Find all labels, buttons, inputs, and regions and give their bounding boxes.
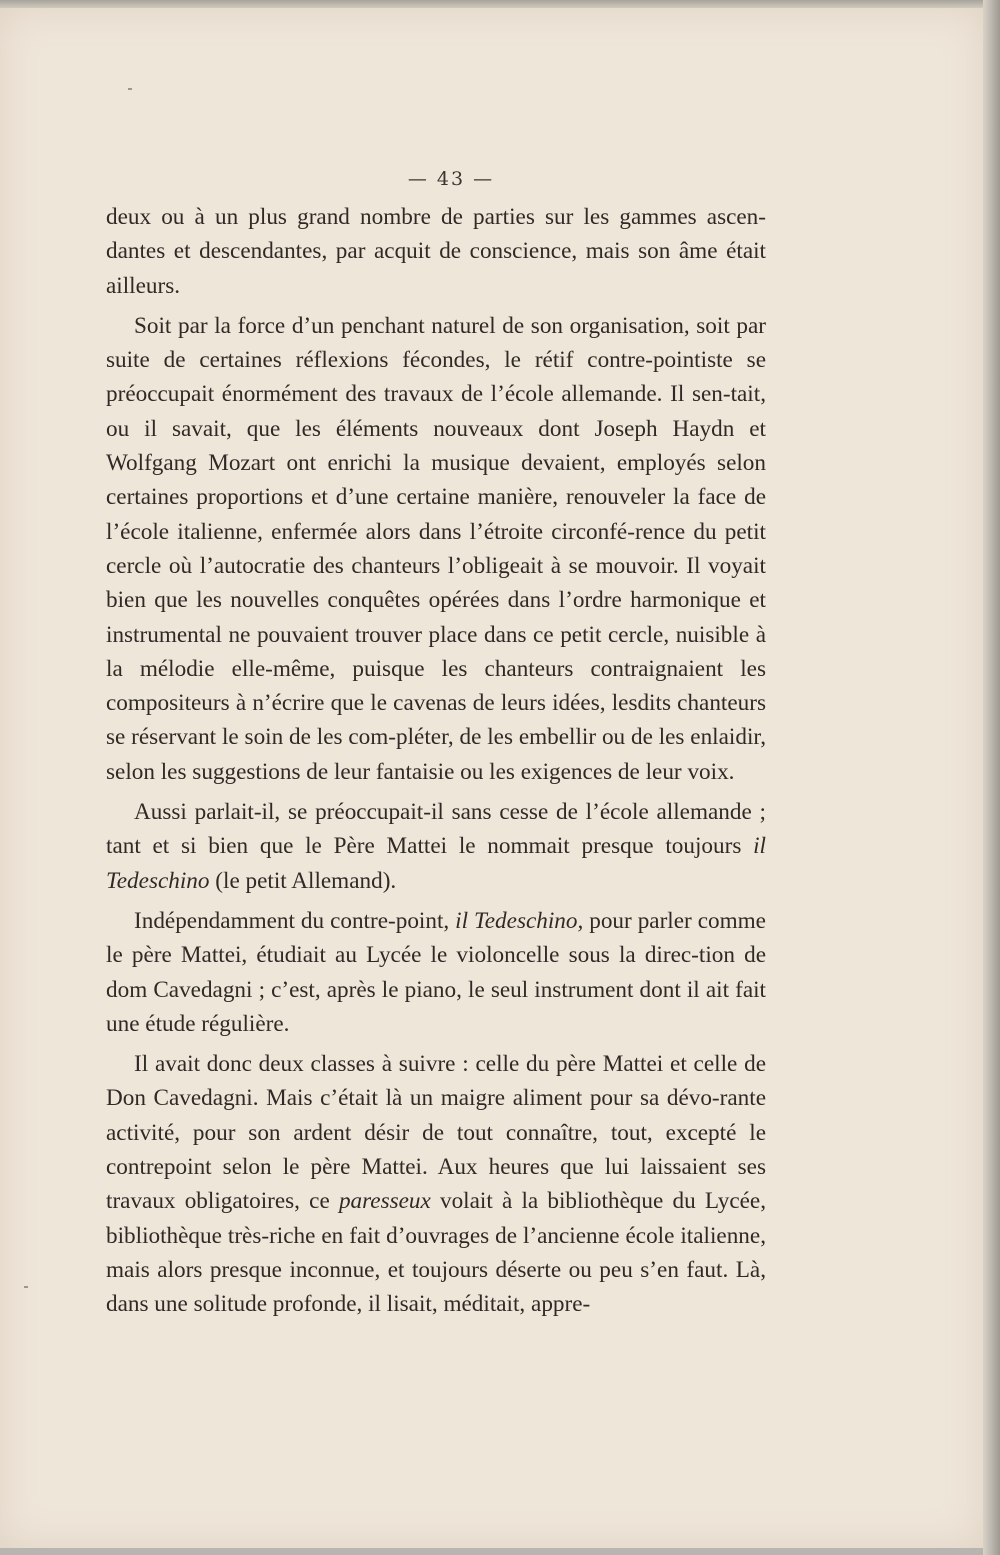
ink-speck [128,88,132,90]
page-stack-edge [983,0,1000,1555]
paragraph-text: pour parler comme le père Mattei, étudiait au Lycée le violoncelle sous la direc-tion de dom Cavedagni ; c’est, après le piano, le seul instrument dont il ait fait une étude régulière. [106,907,766,1037]
italic-text: paresseux [338,1188,431,1215]
paragraph-p2 [106,309,766,789]
ink-speck [24,1286,28,1288]
paragraph-text: deux ou à un plus grand nombre de parties sur les gammes ascen-dantes et descendantes, par acquit de conscience, mais son âme était ailleurs. [106,204,766,299]
page-number: — 43 — [407,168,495,190]
italic-text: il Tedeschino, [455,907,584,934]
paragraph-text: (le petit Allemand). [209,867,397,894]
paragraph-text: Soit par la force d’un penchant naturel de son organisation, soit par suite de certaines réflexions fécondes, le rétif contre-pointiste se préoccupait énormément des travaux de l’école allemande. Il sen-tait, ou il savait, que les éléments nouveaux dont Joseph Haydn et Wolfgang Mozart ont enrichi la musique devaient, employés selon certaines proportions et d’une certaine manière, renouveler la face de l’école italienne, enfermée alors dans l’étroite circonfé-rence du petit cercle où l’autocratie des chanteurs l’obligeait à se mouvoir. Il voyait bien que les nouvelles conquêtes opérées dans l’ordre harmonique et instrumental ne pouvaient trouver place dans ce petit cercle, nuisible à la mélodie elle-même, puisque les chanteurs contraignaient les compositeurs à n’écrire que le cavenas de leurs idées, lesdits chanteurs se réservant le soin de les com-pléter, de les embellir ou de les enlaidir, selon les suggestions de leur fantaisie ou les exigences de leur voix. [106,312,766,785]
paragraph-p4 [106,904,766,1041]
italic-text: il Tedeschino [106,833,766,894]
body-text [106,200,766,1328]
paragraph-text: volait à la bibliothèque du Lycée, bibliothèque très-riche en fait d’ouvrages de l’ancienne école italienne, mais alors presque inconnue, et toujours déserte ou peu s’en faut. Là, dans une solitude profonde, il lisait, méditait, appre- [106,1188,766,1318]
paragraph-text: Il avait donc deux classes à suivre : celle du père Mattei et celle de Don Cavedagni. Mais c’était là un maigre aliment pour sa dévo-rante activité, pour son ardent désir de tout connaître, tout, excepté le contrepoint selon le père Mattei. Aux heures que lui laissaient ses travaux obligatoires, ce [106,1051,766,1215]
paragraph-p3 [106,795,766,898]
paragraph-text: Indépendamment du contre-point, [134,907,456,934]
page-top-edge [0,0,1000,8]
paragraph-p5 [106,1047,766,1321]
paragraph-text: Aussi parlait-il, se préoccupait-il sans cesse de l’école allemande ; tant et si bien que le Père Mattei le nommait presque toujours [106,799,766,860]
paragraph-p1 [106,200,766,303]
